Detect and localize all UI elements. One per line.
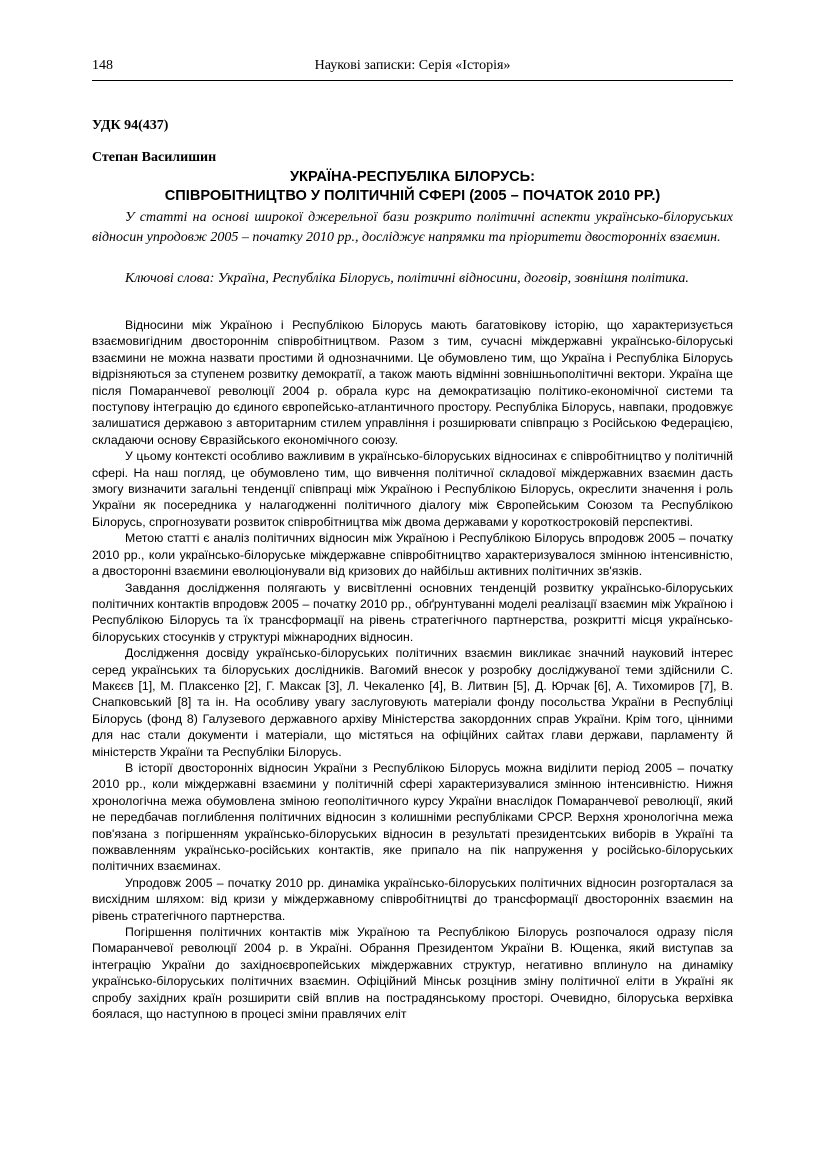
udk-code: УДК 94(437) bbox=[92, 118, 169, 133]
author-name: Степан Василишин bbox=[92, 150, 217, 165]
body-paragraph: Метою статті є аналіз політичних відносин між Україною і Республікою Білорусь впродовж 2005 – початку 2010 рр., коли українсько-білоруське міждержавне співробітництво характеризувалося змінною інтенсивністю, а двосторонні взаємини еволюціонували від кризових до найбільш активних політичних зв'язків. bbox=[92, 531, 733, 579]
article-title-line-1: УКРАЇНА-РЕСПУБЛІКА БІЛОРУСЬ: bbox=[289, 169, 536, 185]
running-title: Наукові записки: Серія «Історія» bbox=[314, 58, 511, 73]
abstract: У статті на основі широкої джерельної бази розкрито політичні аспекти українсько-білоруських відносин упродовж 2005 – початку 2010 рр., досліджує напрямки та пріоритети двосторонніх взаємин. bbox=[92, 210, 733, 245]
body-paragraph: В історії двосторонніх відносин України з Республікою Білорусь можна виділити період 2005 – початку 2010 рр., коли міждержавні взаємини у політичній сфері характеризувалися змінною інтенсивністю. Нижня хронологічна межа обумовлена зміною геополітичного курсу України внаслідок Помаранчевої революції, який не передбачав поглиблення політичних відносин з колишніми республіками СРСР. Верхня хронологічна межа пов'язана з погіршенням українсько-білоруських відносин в результаті президентських виборів в Україні та пожвавленням українсько-російських контактів, яке припало на пік напруження у російсько-білоруських політичних взаєминах. bbox=[92, 760, 733, 874]
article-body bbox=[92, 317, 733, 1022]
article-title-line-2: СПІВРОБІТНИЦТВО У ПОЛІТИЧНІЙ СФЕРІ (2005 – ПОЧАТОК 2010 РР.) bbox=[164, 188, 661, 204]
header-rule bbox=[92, 80, 733, 81]
article-title bbox=[92, 168, 733, 206]
body-paragraph: Дослідження досвіду українсько-білоруських політичних взаємин викликає значний науковий інтерес серед українських та білоруських дослідників. Вагомий внесок у розробку досліджуваної теми здійснили С. Макєєв [1], М. Плаксенко [2], Г. Максак [3], Л. Чекаленко [4], В. Литвин [5], Д. Юрчак [6], А. Тихомиров [7], В. Снапковський [8] та ін. На особливу увагу заслуговують матеріали фонду посольства України в Республіці Білорусь (фонд 8) Галузевого державного архіву Міністерства закордонних справ України. Крім того, цінними для нас стали документи і матеріали, що містяться на офіційних сайтах глави держави, парламенту й міністерств України та Республіки Білорусь. bbox=[92, 646, 733, 759]
body-paragraph: Погіршення політичних контактів між Україною та Республікою Білорусь розпочалося одразу після Помаранчевої революції 2004 р. в Україні. Обрання Президентом України В. Ющенка, який виступав за інтеграцію України до західноєвропейських міждержавних структур, негативно вплинуло на динаміку українсько-білоруських політичних взаємин. Офіційний Мінськ розцінив зміну політичної еліти в Україні як спробу західних країн розширити свій вплив на пострадянському просторі. Очевидно, білоруська верхівка боялася, що наступною в процесі зміни правлячих еліт bbox=[92, 925, 733, 1022]
body-paragraph: У цьому контексті особливо важливим в українсько-білоруських відносинах є співробітництво у політичній сфері. На наш погляд, це обумовлено тим, що вивчення політичної складової міждержавних взаємин дасть змогу визначити загальні тенденції співпраці між Україною і Республікою Білорусь, окреслити значення і роль України як посередника у налагодженні політичного діалогу між Європейським Союзом та Республікою Білорусь, спрогнозувати розвиток співробітництва між двома державами у короткостроковій перспективі. bbox=[92, 449, 733, 529]
body-paragraph: Упродовж 2005 – початку 2010 рр. динаміка українсько-білоруських політичних відносин розгорталася за висхідним шляхом: від кризи у міждержавному співробітництві до трансформації двосторонніх взаємин на рівень стратегічного партнерства. bbox=[92, 875, 733, 923]
body-paragraph: Завдання дослідження полягають у висвітленні основних тенденцій розвитку українсько-білоруських політичних контактів впродовж 2005 – початку 2010 рр., обґрунтуванні моделі реалізації взаємин між Україною і Республікою Білорусь та їх трансформації на рівень стратегічного партнерства, розкритті місця українсько-білоруських стосунків у структурі міжнародних відносин. bbox=[92, 580, 733, 644]
keywords: Ключові слова: Україна, Республіка Білорусь, політичні відносини, договір, зовнішня політика. bbox=[125, 271, 689, 286]
page-number: 148 bbox=[92, 58, 113, 73]
page-header bbox=[92, 58, 733, 80]
body-paragraph: Відносини між Україною і Республікою Білорусь мають багатовікову історію, що характеризується взаємовигідним двостороннім співробітництвом. Разом з тим, сучасні міждержавні українсько-білоруські взаємини не можна назвати простими й однозначними. Це обумовлено тим, що Україна і Республіка Білорусь відрізняються за ступенем розвитку демократії, а також мають відмінні зовнішньополітичні вектори. Україна ще після Помаранчевої революції 2004 р. обрала курс на демократизацію політико-економічної системи та поступову інтеграцію до єдиного європейсько-атлантичного простору. Республіка Білорусь, навпаки, продовжує залишатися державою з авторитарним стилем управління і розширювати співпрацю з Російською Федерацією, складаючи основу Євразійського економічного союзу. bbox=[92, 318, 733, 447]
